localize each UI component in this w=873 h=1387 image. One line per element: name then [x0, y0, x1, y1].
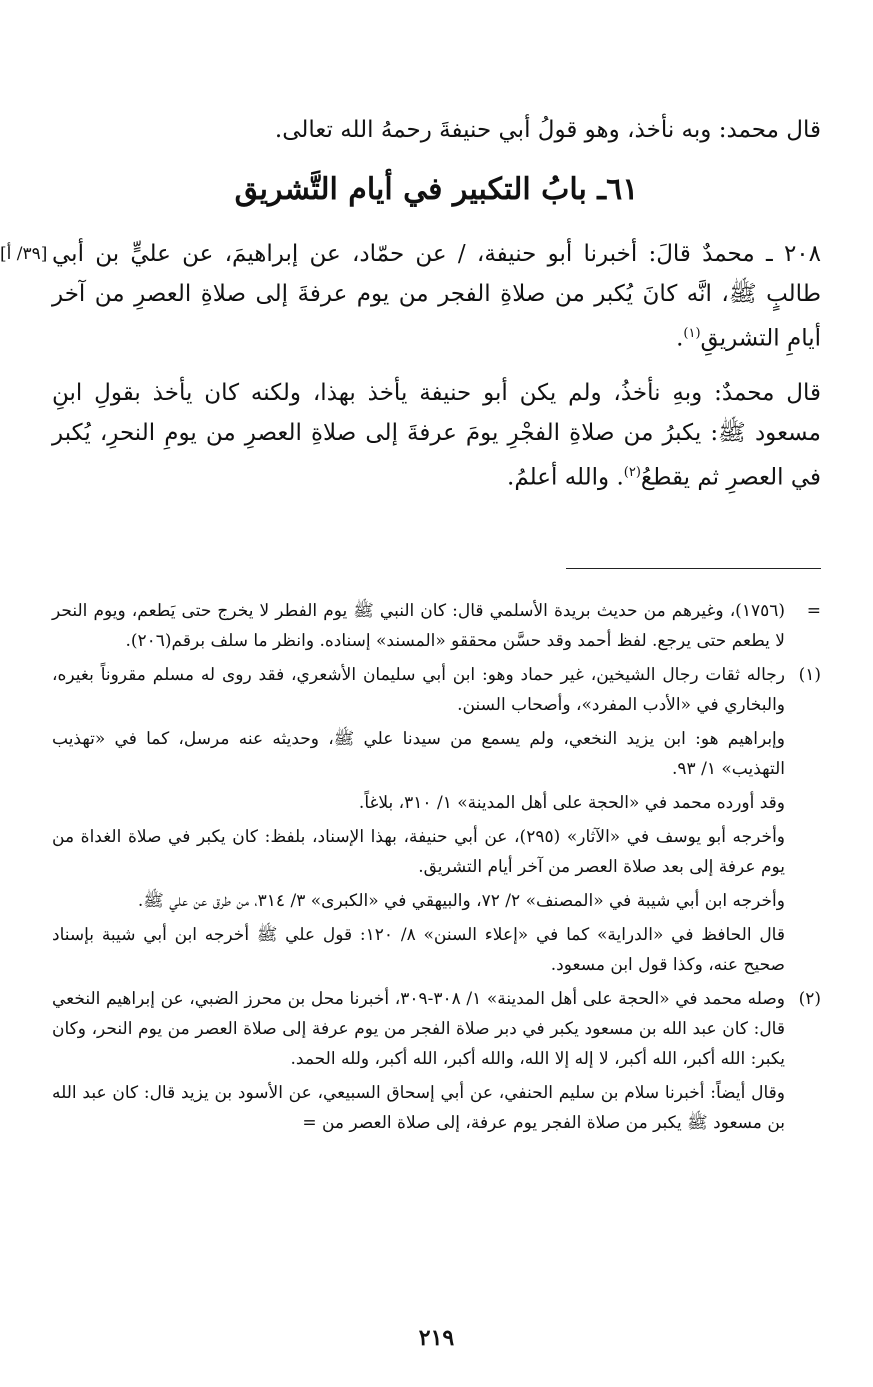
footnote-1-para: وأخرجه ابن أبي شيبة في «المصنف» ٢/ ٧٢، والبيهقي في «الكبرى» ٣/ ٣١٤، من طرق عن علي ﷺ. [137, 891, 785, 911]
margin-folio-ref: [٣٩/ أ] [0, 244, 48, 264]
footnote-1-para: وقد أورده محمد في «الحجة على أهل المدينة» ١/ ٣١٠، بلاغاً. [358, 793, 785, 813]
hadith-paragraph: ٢٠٨ ـ محمدٌ قالَ: أخبرنا أبو حنيفة، / عن حمّاد، عن إبراهيمَ، عن عليٍّ بن أبي طالبٍ ﷺ، انَّه كانَ يُكبر من صلاةِ الفجر من يوم عرفةَ إلى صلاةِ العصرِ من آخر أيامِ التشريقِ$^{(١)}$. [52, 241, 821, 352]
footnote-2-para: وقال أيضاً: أخبرنا سلام بن سليم الحنفي، عن أبي إسحاق السبيعي، عن الأسود بن يزيد قال: كان عبد الله بن مسعود ﷺ يكبر من صلاة الفجر يوم عرفة، إلى صلاة العصر من = [52, 1083, 785, 1133]
commentary-ending: . والله أعلمُ. [507, 464, 624, 491]
hadith-text: ٢٠٨ ـ محمدٌ قالَ: أخبرنا أبو حنيفة، / عن حمّاد، عن إبراهيمَ، عن عليٍّ بن أبي طالبٍ ﷺ، انَّه كانَ يُكبر من صلاةِ الفجر من يوم عرفةَ إلى صلاةِ العصرِ من آخر أيامِ التشريقِ [52, 241, 821, 352]
footnote-1 [52, 660, 821, 720]
footnote-text: رجاله ثقات رجال الشيخين، غير حماد وهو: ابن أبي سليمان الأشعري، فقد روى له مسلم مقروناً بغيره، والبخاري في «الأدب المفرد»، وأصحاب السنن. [52, 665, 785, 715]
footnote-number: (٢) [798, 989, 821, 1009]
paragraph-opening: قال محمد: وبه نأخذ، وهو قولُ أبي حنيفةَ رحمهُ الله تعالى. [274, 117, 821, 143]
page-number: ٢١٩ [418, 1325, 455, 1351]
hadith-block [0, 234, 821, 359]
footnote-text: (١٧٥٦)، وغيرهم من حديث بريدة الأسلمي قال: كان النبي ﷺ يوم الفطر لا يخرج حتى يَطعم، ويوم النحر لا يطعم حتى يرجع. لفظ أحمد وقد حسَّن محققو «المسند» إسناده. وانظر ما سلف برقم(٢٠٦). [52, 601, 785, 651]
commentary-text: قال محمدٌ: وبهِ نأخذُ، ولم يكن أبو حنيفة يأخذ بهذا، ولكنه كان يأخذ بقولِ ابنِ مسعود ﷺ: يكبرُ من صلاةِ الفجْرِ يومَ عرفةَ إلى صلاةِ العصرِ من يومِ النحرِ، يُكبر في العصرِ ثم يقطعُ [52, 379, 821, 491]
footnote-continuation [52, 596, 821, 656]
footnote-number: (١) [798, 665, 821, 685]
footnote-ref-1[interactable]: (١) [683, 326, 701, 341]
footnote-separator [566, 568, 821, 569]
footnote-1-para: وأخرجه أبو يوسف في «الآثار» (٢٩٥)، عن أبي حنيفة، بهذا الإسناد، بلفظ: كان يكبر في صلاة الغداة من يوم عرفة إلى بعد صلاة العصر من آخر أيام التشريق. [52, 827, 785, 877]
footnote-1-para: قال الحافظ في «الدراية» كما في «إعلاء السنن» ٨/ ١٢٠: قول علي ﷺ أخرجه ابن أبي شيبة بإسناد صحيح عنه، وكذا قول ابن مسعود. [52, 925, 785, 975]
footnote-2 [52, 984, 821, 1074]
chapter-heading: ٦١ـ بابُ التكبير في أيام التَّشريق [234, 172, 639, 207]
main-text [0, 110, 821, 497]
footnote-ref-2[interactable]: (٢) [623, 464, 641, 480]
paragraph-commentary [52, 373, 821, 498]
continuation-mark: = [806, 601, 821, 621]
footnotes [52, 596, 821, 1142]
footnote-1-para: وإبراهيم هو: ابن يزيد النخعي، ولم يسمع من سيدنا علي ﷺ، وحديثه عنه مرسل، كما في «تهذيب التهذيب» ١/ ٩٣. [52, 729, 785, 779]
footnote-text: وصله محمد في «الحجة على أهل المدينة» ١/ ٣٠٨-٣٠٩، أخبرنا محل بن محرز الضبي، عن إبراهيم النخعي قال: كان عبد الله بن مسعود يكبر في دبر صلاة الفجر من يوم عرفة إلى صلاة العصر من يوم النحر، وكان يكبر: الله أكبر، الله أكبر، لا إله إلا الله، والله أكبر، الله أكبر، ولله الحمد. [52, 989, 785, 1069]
